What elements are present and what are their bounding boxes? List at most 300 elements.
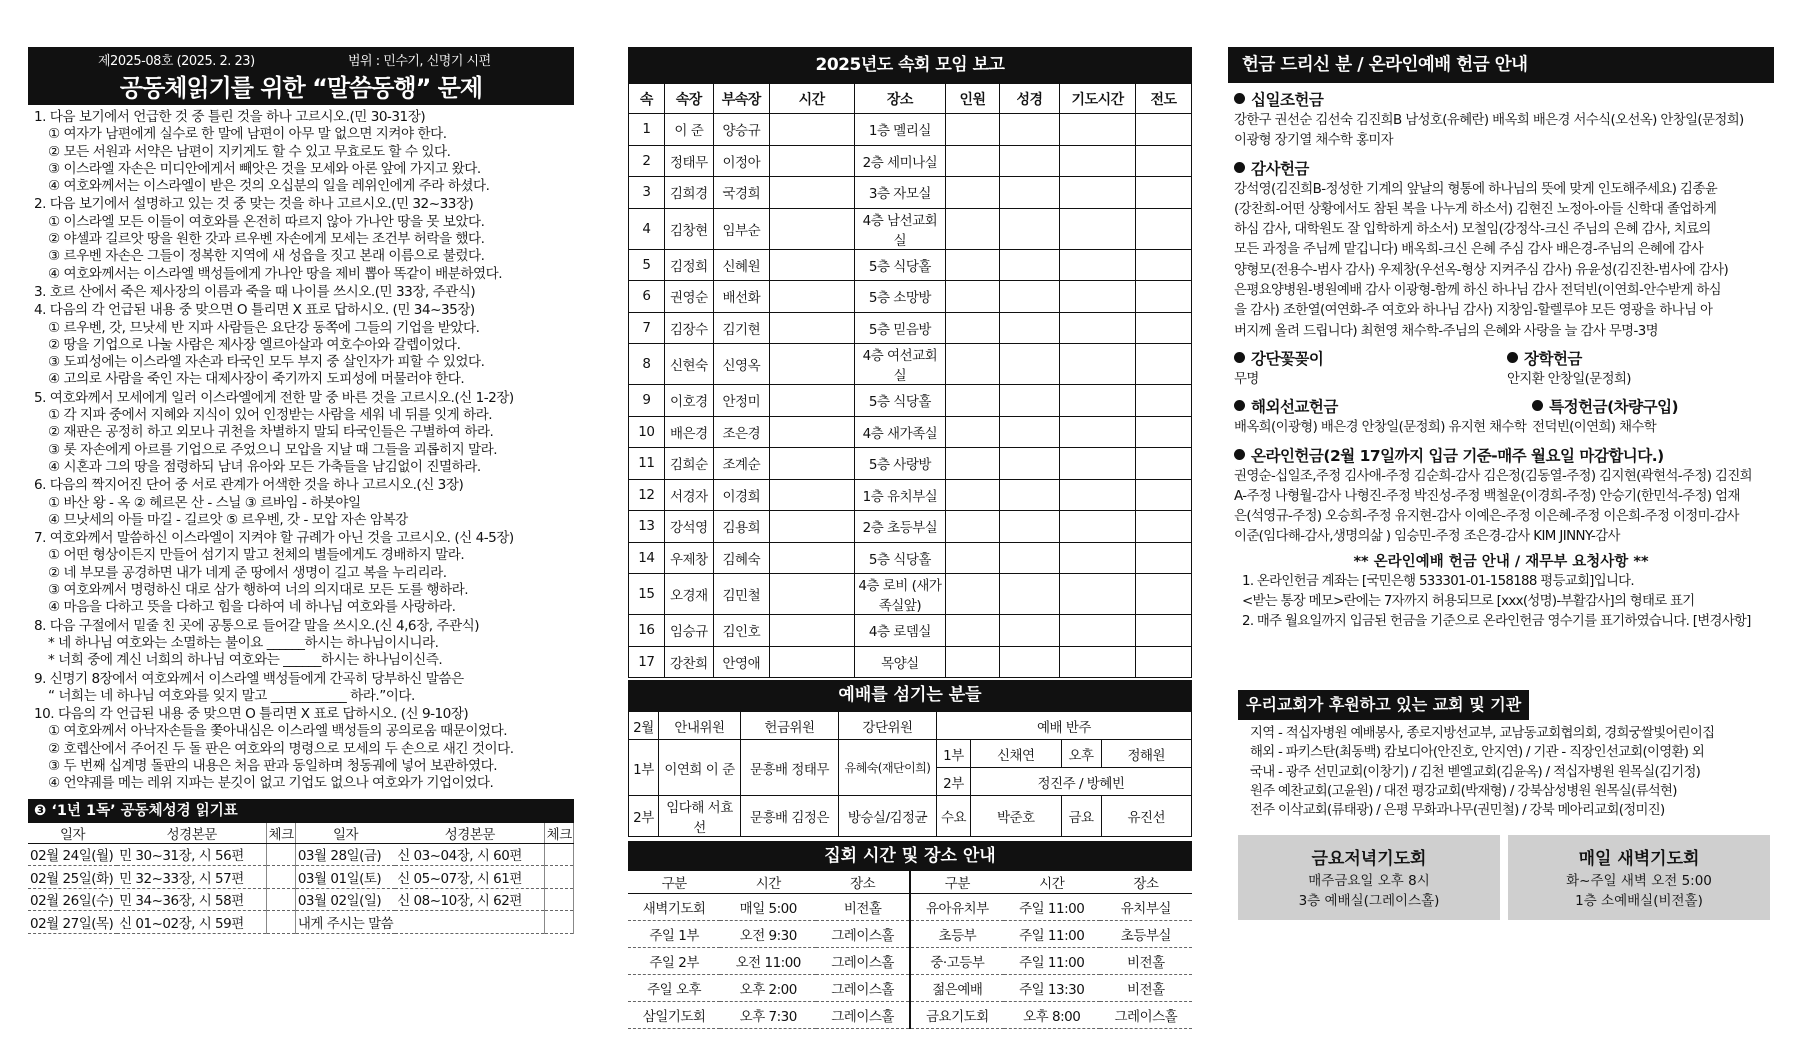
thanks-line: (강찬희-어떤 상황에서도 참된 복을 나누게 하소서) 김현진 노정아-아들 신학대 졸업하게 <box>1234 201 1717 217</box>
thanks-line: 은평요양병원-병원예배 감사 이광형-함께 하신 하나님 감사 전덕빈(이연희-안수받게 하심 <box>1234 283 1721 299</box>
schedule-date: 02월 24일(월) <box>28 843 117 866</box>
cell-time <box>769 177 854 209</box>
cell-blank <box>946 114 1000 146</box>
cell-blank <box>946 646 1000 678</box>
meeting-header: 장소 <box>816 871 910 893</box>
cell-row <box>629 208 1192 249</box>
question-option: ④ 여호와께서는 이스라엘 백성들에게 가나안 땅을 제비 뽑아 똑같이 배분하였다. <box>48 265 503 282</box>
question-text: 2. 다음 보기에서 설명하고 있는 것 중 맞는 것을 하나 고르시오.(민 32~33장) <box>34 196 474 213</box>
notice-line: 1. 온라인헌금 계좌는 [국민은행 533301-01-158188 평등교회]입니다. <box>1242 573 1634 589</box>
cell-field: 이 준 <box>664 114 713 146</box>
question-option: ① 어떤 형상이든지 만들어 섬기지 말고 천체의 별들에게도 경배하지 말라. <box>48 547 465 564</box>
offering-column <box>1228 47 1774 920</box>
schedule-header: 성경본문 <box>395 823 545 844</box>
question-option: ③ 르우벤 자손은 그들이 정복한 지역에 새 성읍을 짓고 본래 이름으로 불렀다. <box>48 248 485 265</box>
cell-place: 3층 자모실 <box>854 177 946 209</box>
reading-schedule-table <box>28 823 574 934</box>
cell-blank <box>1136 344 1192 385</box>
meeting-cell: 주일 1부 <box>628 920 720 947</box>
bullet-icon <box>1234 162 1245 173</box>
meeting-cell: 그레이스홀 <box>816 920 910 947</box>
cell-time <box>769 479 854 511</box>
meeting-header: 구분 <box>628 871 720 893</box>
quiz-question <box>34 284 570 301</box>
cell-row <box>629 448 1192 480</box>
cell-header: 성경 <box>999 84 1059 114</box>
cell-field: 6 <box>629 281 665 313</box>
schedule-row <box>28 888 574 911</box>
tithe-section <box>1228 89 1774 152</box>
meeting-cell: 새벽기도회 <box>628 893 720 920</box>
schedule-date: 03월 28일(금) <box>295 843 395 866</box>
band-header: 예배 반주 <box>937 712 1192 740</box>
special-list: 전덕빈(이연희) 채수학 <box>1532 420 1657 436</box>
cell-field: 김기현 <box>713 312 769 344</box>
band-1-name: 신채연 <box>971 740 1062 768</box>
bullet-icon <box>1507 352 1518 363</box>
question-option: ③ 도피성에는 이스라엘 자손과 타국인 모두 부지 중 살인자가 피할 수 있었다. <box>48 354 485 371</box>
online-title: 온라인헌금(2월 17일까지 입금 기준-매주 월요일 마감합니다.) <box>1251 446 1664 465</box>
cell-field: 1 <box>629 114 665 146</box>
cell-field: 12 <box>629 479 665 511</box>
meeting-header: 장소 <box>1100 871 1192 893</box>
cell-report-title: 2025년도 속회 모임 보고 <box>628 47 1192 83</box>
cell-blank <box>946 448 1000 480</box>
meeting-cell: 유치부실 <box>1100 893 1192 920</box>
cell-blank <box>999 479 1059 511</box>
question-text: 3. 호르 산에서 죽은 제사장의 이름과 죽을 때 나이를 쓰시오.(민 33장, 주관식) <box>34 283 476 300</box>
cell-row <box>629 344 1192 385</box>
cell-field: 김인호 <box>713 615 769 647</box>
altar-2: 방승실/김정균 <box>839 796 937 837</box>
cell-blank <box>1136 145 1192 177</box>
meeting-cell: 그레이스홀 <box>816 974 910 1001</box>
cell-field: 이호경 <box>664 385 713 417</box>
cell-row <box>629 646 1192 678</box>
cell-blank <box>1136 249 1192 281</box>
bullet-icon <box>1532 400 1543 411</box>
offering-1: 문흥배 정태무 <box>741 740 839 796</box>
cell-row <box>629 542 1192 574</box>
cell-blank <box>999 416 1059 448</box>
schedule-header: 일자 <box>28 823 117 844</box>
usher-2: 임다해 서효선 <box>659 796 741 837</box>
schedule-row <box>28 843 574 866</box>
cell-field: 15 <box>629 574 665 615</box>
scholar-title: 장학헌금 <box>1524 349 1582 368</box>
cell-blank <box>1136 646 1192 678</box>
band-fri-label: 금요 <box>1061 796 1101 837</box>
band-pm-label: 오후 <box>1061 740 1101 768</box>
cell-blank <box>1136 574 1192 615</box>
band-2-name: 정진주 / 방혜빈 <box>971 768 1192 796</box>
schedule-date: 03월 02일(일) <box>295 888 395 911</box>
cell-field: 13 <box>629 511 665 543</box>
cell-row <box>629 177 1192 209</box>
cell-blank <box>999 448 1059 480</box>
cell-time <box>769 145 854 177</box>
cell-place: 목양실 <box>854 646 946 678</box>
meeting-cell: 비전홀 <box>1100 947 1192 974</box>
mission-title: 해외선교헌금 <box>1251 398 1338 417</box>
schedule-reading: 신 05~07장, 시 61편 <box>395 866 545 889</box>
question-text: 1. 다음 보기에서 언급한 것 중 틀린 것을 하나 고르시오.(민 30-31장) <box>34 109 426 125</box>
cell-field: 우제창 <box>664 542 713 574</box>
question-option: ① 이스라엘 모든 이들이 여호와를 온전히 따르지 않아 가나안 땅을 못 보았다. <box>48 213 485 230</box>
prayer-box <box>1238 835 1500 920</box>
question-option: ① 여자가 남편에게 실수로 한 말에 남편이 아무 말 없으면 지켜야 한다. <box>48 126 447 143</box>
cell-blank <box>946 312 1000 344</box>
quiz-title: 공동체읽기를 위한 “말씀동행” 문제 <box>119 74 483 102</box>
cell-field: 양승규 <box>713 114 769 146</box>
scholar-list: 안지환 안창일(문정희) <box>1507 371 1631 387</box>
quiz-question <box>34 390 570 476</box>
thanks-line: 하심 감사, 대학원도 잘 입학하게 하소서) 모철임(강정삭-크신 주님의 은혜 감사, 치료의 <box>1234 222 1711 238</box>
cell-place: 4층 로뎀실 <box>854 615 946 647</box>
cell-blank <box>1136 479 1192 511</box>
question-text: 5. 여호와께서 모세에게 일러 이스라엘에게 전한 말 중 바른 것을 고르시오.(신 1-2장) <box>34 389 514 406</box>
support-title: 우리교회가 후원하고 있는 교회 및 기관 <box>1238 690 1529 720</box>
special-title: 특정헌금(차량구입) <box>1549 398 1679 417</box>
cell-row <box>629 511 1192 543</box>
notice-list <box>1228 572 1774 632</box>
cell-blank <box>946 177 1000 209</box>
schedule-check <box>545 888 574 911</box>
service-2: 2부 <box>629 796 659 837</box>
offering-header: 헌금위원 <box>741 712 839 740</box>
cell-row <box>629 312 1192 344</box>
support-list <box>1228 724 1774 821</box>
support-line: 지역 - 적십자병원 예배봉사, 종로지방선교부, 교남동교회협의회, 경희궁쌀빛어린이집 <box>1250 725 1715 741</box>
cell-blank <box>946 281 1000 313</box>
cell-field: 16 <box>629 615 665 647</box>
meeting-cell: 삼일기도회 <box>628 1001 720 1028</box>
cell-blank <box>999 249 1059 281</box>
cell-time <box>769 574 854 615</box>
cell-blank <box>999 281 1059 313</box>
schedule-header: 체크 <box>267 823 296 844</box>
meeting-row <box>628 1001 1192 1028</box>
meeting-cell: 금요기도회 <box>910 1001 1004 1028</box>
cell-time <box>769 416 854 448</box>
cell-field: 배선화 <box>713 281 769 313</box>
cell-place: 4층 새가족실 <box>854 416 946 448</box>
question-option: ② 호렙산에서 주어진 두 돌 판은 여호와의 명령으로 모세의 두 손으로 새긴 것이다. <box>48 740 514 757</box>
meeting-cell: 비전홀 <box>1100 974 1192 1001</box>
cell-blank <box>1060 312 1136 344</box>
meeting-cell: 주일 11:00 <box>1004 947 1100 974</box>
support-line: 국내 - 광주 선민교회(이창기) / 김천 벧엘교회(김윤옥) / 적십자병원 원목실(김기정) <box>1250 764 1701 780</box>
cell-blank <box>999 114 1059 146</box>
schedule-check <box>267 866 296 889</box>
cell-blank <box>1060 542 1136 574</box>
question-option: “ 너희는 네 하나님 여호와를 잊지 말고 ____________ 하라.”이다. <box>48 687 415 704</box>
tithe-line: 강한구 권선순 김선숙 김진희B 남성호(유혜란) 배옥희 배은경 서수식(오선옥) 안창일(문정희) <box>1234 113 1744 128</box>
issue-number: 제2025-08호 (2025. 2. 23) <box>98 54 255 69</box>
cell-time <box>769 511 854 543</box>
schedule-check <box>545 866 574 889</box>
bullet-icon <box>1234 400 1245 411</box>
altar-1: 유혜숙(재단이희) <box>839 740 937 796</box>
question-option: ③ 여호와께서 명령하신 대로 삼가 행하여 너의 의지대로 모든 도를 행하라. <box>48 582 469 599</box>
cell-blank <box>1136 615 1192 647</box>
cell-blank <box>946 615 1000 647</box>
cell-report-table <box>628 83 1192 678</box>
notice-title: ** 온라인예배 헌금 안내 / 재무부 요청사항 ** <box>1353 553 1649 570</box>
meeting-cell: 그레이스홀 <box>816 1001 910 1028</box>
question-option: ② 야셀과 길르앗 땅을 원한 갓과 르우벤 자손에게 모세는 조건부 허락을 했다. <box>48 231 485 248</box>
cell-field: 2 <box>629 145 665 177</box>
quiz-range: 범위 : 민수기, 신명기 시편 <box>348 54 491 69</box>
meeting-header: 구분 <box>910 871 1004 893</box>
meeting-cell: 오전 11:00 <box>720 947 816 974</box>
question-option: * 네 하나님 여호와는 소멸하는 불이요 ______하시는 하나님이시니라. <box>48 634 439 651</box>
meeting-cell: 주일 2부 <box>628 947 720 974</box>
schedule-check <box>267 911 296 934</box>
reading-schedule-title: ❸ ‘1년 1독’ 공동체성경 읽기표 <box>28 799 574 823</box>
meeting-cell: 그레이스홀 <box>1100 1001 1192 1028</box>
schedule-date: 03월 01일(토) <box>295 866 395 889</box>
serve-month: 2월 <box>629 712 659 740</box>
question-text: 4. 다음의 각 언급된 내용 중 맞으면 O 틀리면 X 표로 답하시오. (민 34~35장) <box>34 302 475 319</box>
cell-row <box>629 385 1192 417</box>
tithe-title: 십일조헌금 <box>1251 91 1324 109</box>
thanks-line: 강석영(김진희B-정성한 기계의 앞날의 형통에 하나님의 뜻에 맞게 인도해주세요) 김종윤 <box>1234 181 1718 197</box>
cell-field: 임승규 <box>664 615 713 647</box>
schedule-header: 성경본문 <box>117 823 267 844</box>
cell-blank <box>1136 416 1192 448</box>
question-option: ④ 언약궤를 메는 레위 지파는 분깃이 없고 기업도 없으나 여호와가 기업이었다. <box>48 775 494 792</box>
meeting-cell: 주일 오후 <box>628 974 720 1001</box>
quiz-question <box>34 706 570 792</box>
schedule-reading: 신 08~10장, 시 62편 <box>395 888 545 911</box>
cell-field: 신영옥 <box>713 344 769 385</box>
cell-field: 김장수 <box>664 312 713 344</box>
meeting-row <box>628 947 1192 974</box>
meeting-row <box>628 920 1192 947</box>
online-section <box>1228 445 1774 548</box>
online-line: 이준(임다해-감사,생명의삶 ) 임승민-주정 조은경-감사 KIM JINNY-감사 <box>1234 529 1620 545</box>
cell-row <box>629 281 1192 313</box>
cell-field: 9 <box>629 385 665 417</box>
cell-field: 이정아 <box>713 145 769 177</box>
question-option: ① 르우벤, 갓, 므낫세 반 지파 사람들은 요단강 동쪽에 그들의 기업을 받았다. <box>48 319 480 336</box>
cell-blank <box>1136 511 1192 543</box>
service-1: 1부 <box>629 740 659 796</box>
cell-field: 안정미 <box>713 385 769 417</box>
cell-blank <box>1060 479 1136 511</box>
thanks-line: 모든 과정을 주님께 맡깁니다) 배옥희-크신 은혜 주심 감사 배은경-주님의 은혜에 감사 <box>1234 242 1704 258</box>
cell-field: 안영애 <box>713 646 769 678</box>
tithe-line: 이광형 장기열 채수학 홍미자 <box>1234 133 1393 149</box>
cell-blank <box>1060 448 1136 480</box>
cell-blank <box>946 511 1000 543</box>
meeting-cell: 오후 8:00 <box>1004 1001 1100 1028</box>
cell-blank <box>946 542 1000 574</box>
prayer-title: 금요저녁기도회 <box>1311 848 1427 869</box>
cell-field: 7 <box>629 312 665 344</box>
online-line: 권영순-십일조,주정 김사애-주정 김순희-감사 김은정(김동열-주정) 김지현(곽현석-주정) 김진희 <box>1234 468 1753 484</box>
thanks-title: 감사헌금 <box>1251 159 1309 178</box>
cell-blank <box>1136 208 1192 249</box>
cell-row <box>629 416 1192 448</box>
question-option: * 너희 중에 계신 너희의 하나님 여호와는 ______하시는 하나님이신즉. <box>48 652 443 669</box>
question-option: ④ 시혼과 그의 땅을 점령하되 남녀 유아와 모든 가축들을 남김없이 진멸하라. <box>48 458 481 475</box>
flower-title: 강단꽃꽂이 <box>1251 349 1324 368</box>
support-line: 해외 - 파키스탄(최동백) 캄보디아(안진호, 안지연) / 기관 - 직장인선교회(이영환) 외 <box>1250 745 1705 761</box>
cell-place: 4층 여선교회실 <box>854 344 946 385</box>
cell-blank <box>946 145 1000 177</box>
meeting-cell: 비전홀 <box>816 893 910 920</box>
cell-blank <box>1060 344 1136 385</box>
cell-blank <box>1136 177 1192 209</box>
cell-field: 3 <box>629 177 665 209</box>
cell-field: 14 <box>629 542 665 574</box>
flower-scholar-section <box>1228 348 1774 390</box>
cell-time <box>769 114 854 146</box>
usher-header: 안내위원 <box>659 712 741 740</box>
support-line: 전주 이삭교회(류태광) / 은평 무화과나무(권민철) / 강북 메아리교회(정미진) <box>1250 803 1665 819</box>
meeting-times-title: 집회 시간 및 장소 안내 <box>628 841 1192 871</box>
meeting-header: 시간 <box>720 871 816 893</box>
quiz-header <box>28 47 574 105</box>
cell-field: 5 <box>629 249 665 281</box>
meeting-cell: 주일 11:00 <box>1004 920 1100 947</box>
schedule-reading: 민 30~31장, 시 56편 <box>117 843 267 866</box>
question-option: ④ 므낫세의 아들 마길 - 길르앗 ⑤ 르우벤, 갓 - 모압 자손 암복강 <box>48 511 408 528</box>
cell-header: 속 <box>629 84 665 114</box>
support-line: 원주 예찬교회(고윤원) / 대전 평강교회(박재형) / 강북삼성병원 원목실(류석현) <box>1250 783 1677 799</box>
cell-field: 강석영 <box>664 511 713 543</box>
servers-table <box>628 711 1192 837</box>
cell-field: 김정희 <box>664 249 713 281</box>
schedule-header: 일자 <box>295 823 395 844</box>
cell-place: 5층 식당홀 <box>854 385 946 417</box>
quiz-question <box>34 618 570 670</box>
question-option: ① 여호와께서 아낙자손들을 쫓아내심은 이스라엘 백성들의 공의로움 때문이었다. <box>48 723 508 740</box>
cell-header: 시간 <box>769 84 854 114</box>
offering-2: 문흥배 김정은 <box>741 796 839 837</box>
usher-1: 이연희 이 준 <box>659 740 741 796</box>
cell-time <box>769 385 854 417</box>
cell-blank <box>946 479 1000 511</box>
cell-field: 국경희 <box>713 177 769 209</box>
cell-field: 조계순 <box>713 448 769 480</box>
meeting-cell: 주일 11:00 <box>1004 893 1100 920</box>
question-option: ② 네 부모를 공경하면 내가 네게 준 땅에서 생명이 길고 복을 누리리라. <box>48 564 447 581</box>
thanks-line: 버지께 올려 드립니다) 최현영 채수학-주님의 은혜와 사랑을 늘 감사 무명-3명 <box>1234 323 1658 339</box>
cell-blank <box>1060 615 1136 647</box>
quiz-question <box>34 530 570 616</box>
bullet-icon <box>1234 449 1245 460</box>
cell-time <box>769 615 854 647</box>
online-line: A-주정 나형월-감사 나형진-주정 박진성-주정 백철운(이경희-주정) 안승기(한민석-주정) 엄재 <box>1234 488 1740 504</box>
quiz-question <box>34 196 570 282</box>
cell-place: 5층 식당홀 <box>854 542 946 574</box>
schedule-check <box>545 911 574 934</box>
cell-field: 배은경 <box>664 416 713 448</box>
cell-blank <box>999 177 1059 209</box>
cell-field: 10 <box>629 416 665 448</box>
schedule-reading: 신 03~04장, 시 60편 <box>395 843 545 866</box>
question-option: ② 재판은 공정히 하고 외모나 귀천을 차별하지 말되 타국인들은 구별하여 하라. <box>48 424 494 441</box>
cell-row <box>629 615 1192 647</box>
cell-field: 오경재 <box>664 574 713 615</box>
cell-place: 5층 사랑방 <box>854 448 946 480</box>
cell-field: 신현숙 <box>664 344 713 385</box>
cell-field: 신혜원 <box>713 249 769 281</box>
cell-place: 5층 믿음방 <box>854 312 946 344</box>
question-option: ③ 이스라엘 자손은 미디안에게서 빼앗은 것을 모세와 아론 앞에 가지고 왔다. <box>48 160 481 177</box>
meeting-cell: 유아유치부 <box>910 893 1004 920</box>
cell-field: 김창현 <box>664 208 713 249</box>
quiz-question <box>34 302 570 388</box>
schedule-reading: 민 34~36장, 시 58편 <box>117 888 267 911</box>
cell-row <box>629 145 1192 177</box>
cell-field: 서경자 <box>664 479 713 511</box>
question-text: 8. 다음 구절에서 밑줄 친 곳에 공통으로 들어갈 말을 쓰시오.(신 4,6장, 주관식) <box>34 617 480 634</box>
meeting-cell: 초등부실 <box>1100 920 1192 947</box>
meeting-header: 시간 <box>1004 871 1100 893</box>
meeting-cell: 그레이스홀 <box>816 947 910 974</box>
cell-time <box>769 208 854 249</box>
altar-header: 강단위원 <box>839 712 937 740</box>
cell-blank <box>999 615 1059 647</box>
cell-blank <box>999 511 1059 543</box>
schedule-reading: 신 01~02장, 시 59편 <box>117 911 267 934</box>
cell-blank <box>946 416 1000 448</box>
cell-place: 2층 초등부실 <box>854 511 946 543</box>
cell-blank <box>1136 385 1192 417</box>
bullet-icon <box>1234 352 1245 363</box>
cell-field: 정태무 <box>664 145 713 177</box>
quiz-question <box>34 671 570 706</box>
cell-blank <box>1060 208 1136 249</box>
prayer-time: 매주금요일 오후 8시 <box>1308 872 1430 889</box>
schedule-header: 체크 <box>545 823 574 844</box>
meeting-times-table <box>628 871 1192 1029</box>
meeting-cell: 오후 7:30 <box>720 1001 816 1028</box>
question-option: ① 각 지파 중에서 지혜와 지식이 있어 인정받는 사람을 세워 네 뒤를 잇게 하라. <box>48 407 493 424</box>
tithe-list <box>1228 111 1774 152</box>
question-option: ② 모든 서원과 서약은 남편이 지키게도 할 수 있고 무효로도 할 수 있다. <box>48 143 451 160</box>
band-pm-name: 정해원 <box>1101 740 1192 768</box>
servers-title: 예배를 섬기는 분들 <box>628 680 1192 711</box>
cell-time <box>769 312 854 344</box>
question-option: ① 바산 왕 - 옥 ② 헤르몬 산 - 스닐 ③ 르바임 - 하봇야일 <box>48 494 361 511</box>
meeting-cell: 주일 13:30 <box>1004 974 1100 1001</box>
question-text: 7. 여호와께서 말씀하신 이스라엘이 지켜야 할 규례가 아닌 것을 고르시오. (신 4-5장) <box>34 530 514 547</box>
meeting-cell: 젊은예배 <box>910 974 1004 1001</box>
cell-place: 4층 로비 (새가족실앞) <box>854 574 946 615</box>
quiz-question <box>34 109 570 195</box>
online-line: 은(석영규-주정) 오승희-주정 유지현-감사 이예은-주정 이은혜-주정 이은희-주정 이정미-감사 <box>1234 509 1739 525</box>
cell-blank <box>1060 114 1136 146</box>
cell-blank <box>999 574 1059 615</box>
meeting-cell: 중·고등부 <box>910 947 1004 974</box>
schedule-date: 02월 26일(수) <box>28 888 117 911</box>
schedule-check <box>267 888 296 911</box>
offering-title: 헌금 드리신 분 / 온라인예배 헌금 안내 <box>1228 47 1774 83</box>
cell-field: 김혜숙 <box>713 542 769 574</box>
cell-blank <box>999 542 1059 574</box>
cell-header: 속장 <box>664 84 713 114</box>
cell-field: 김희경 <box>664 177 713 209</box>
question-option: ④ 여호와께서는 이스라엘이 받은 것의 오십분의 일을 레위인에게 주라 하셨다. <box>48 178 490 195</box>
cell-time <box>769 448 854 480</box>
cell-header: 기도시간 <box>1060 84 1136 114</box>
schedule-reading <box>395 911 545 934</box>
